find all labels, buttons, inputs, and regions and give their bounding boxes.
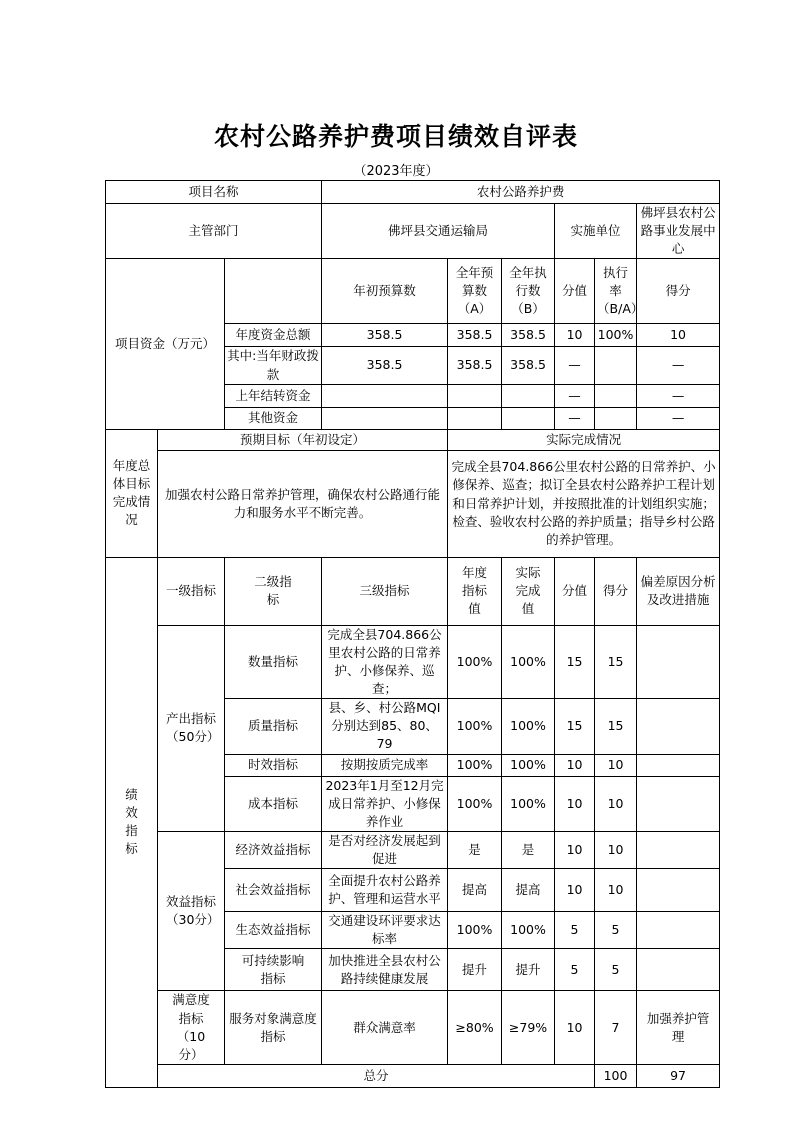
impl-value: 佛坪县农村公路事业发展中心: [637, 204, 720, 259]
funds-row-name: 其中:当年财政拨款: [225, 347, 322, 384]
perf-level2: 成本指标: [225, 776, 322, 831]
perf-actual: 100%: [502, 625, 555, 699]
perf-level3: 按期按质完成率: [322, 754, 448, 776]
goals-expected-header: 预期目标（年初设定）: [158, 429, 448, 450]
funds-header-row: [106, 259, 720, 324]
perf-score-val: 10: [555, 991, 595, 1065]
project-name-value: 农村公路养护费: [322, 181, 720, 204]
perf-level2: 时效指标: [225, 754, 322, 776]
page-title: 农村公路养护费项目绩效自评表: [213, 122, 578, 151]
funds-row-score: —: [637, 347, 720, 384]
perf-target: 100%: [448, 912, 502, 949]
funds-row-name: 其他资金: [225, 407, 322, 429]
perf-reason: [637, 912, 720, 949]
perf-header-score-val: 分值: [555, 557, 595, 625]
perf-score: 10: [595, 831, 637, 868]
perf-target: 是: [448, 831, 502, 868]
perf-level2: 数量指标: [225, 625, 322, 699]
funds-row-annual: 358.5: [448, 324, 502, 347]
perf-score-val: 5: [555, 912, 595, 949]
funds-header-score: 得分: [637, 259, 720, 324]
perf-row: [106, 991, 720, 1065]
funds-row-rate: [595, 407, 637, 429]
perf-reason: 加强养护管理: [637, 991, 720, 1065]
perf-target: 提高: [448, 869, 502, 912]
perf-header-level3: 三级指标: [322, 557, 448, 625]
perf-reason: [637, 699, 720, 754]
perf-label: 绩效指标: [106, 557, 158, 1087]
perf-score: 10: [595, 754, 637, 776]
perf-level3: 完成全县704.866公里农村公路的日常养护、小修保养、巡查；: [322, 625, 448, 699]
perf-score-val: 15: [555, 625, 595, 699]
perf-header-reason: 偏差原因分析及改进措施: [637, 557, 720, 625]
dept-value: 佛坪县交通运输局: [322, 204, 555, 259]
perf-level2: 生态效益指标: [225, 912, 322, 949]
perf-score: 15: [595, 625, 637, 699]
perf-header-level1: 一级指标: [158, 557, 225, 625]
perf-score: 7: [595, 991, 637, 1065]
funds-row-exec: [502, 407, 555, 429]
perf-row: [106, 625, 720, 699]
funds-row-score: —: [637, 407, 720, 429]
perf-level2: 质量指标: [225, 699, 322, 754]
funds-row-score-val: —: [555, 407, 595, 429]
total-row: [106, 1064, 720, 1087]
perf-target: 100%: [448, 625, 502, 699]
perf-score-val: 10: [555, 831, 595, 868]
funds-header-rate: 执行率（B/A）: [595, 259, 637, 324]
funds-row-initial: 358.5: [322, 324, 448, 347]
funds-row-exec: 358.5: [502, 347, 555, 384]
funds-row-score: 10: [637, 324, 720, 347]
perf-actual: 100%: [502, 699, 555, 754]
funds-row-rate: [595, 347, 637, 384]
perf-level1-satisfaction: 满意度指标（10分）: [158, 991, 225, 1065]
goals-header-row: [106, 429, 720, 450]
funds-row-exec: [502, 384, 555, 407]
goals-expected-text: 加强农村公路日常养护管理，确保农村公路通行能力和服务水平不断完善。: [158, 450, 448, 557]
goals-label: 年度总体目标完成情况: [106, 429, 158, 557]
perf-level3: 全面提升农村公路养护、管理和运营水平: [322, 869, 448, 912]
project-name-label: 项目名称: [106, 181, 322, 204]
perf-level2: 社会效益指标: [225, 869, 322, 912]
evaluation-table: [105, 180, 720, 1088]
perf-reason: [637, 949, 720, 991]
funds-row-exec: 358.5: [502, 324, 555, 347]
perf-level2: 经济效益指标: [225, 831, 322, 868]
perf-reason: [637, 869, 720, 912]
perf-score: 5: [595, 912, 637, 949]
funds-label: 项目资金（万元）: [106, 259, 225, 429]
perf-level3: 县、乡、村公路MQI分别达到85、80、79: [322, 699, 448, 754]
perf-actual: 是: [502, 831, 555, 868]
funds-row-rate: 100%: [595, 324, 637, 347]
perf-header-level2: 二级指标: [225, 557, 322, 625]
perf-level3: 群众满意率: [322, 991, 448, 1065]
perf-level2: 可持续影响指标: [225, 949, 322, 991]
funds-row-score-val: —: [555, 384, 595, 407]
perf-level3: 加快推进全县农村公路持续健康发展: [322, 949, 448, 991]
perf-score: 5: [595, 949, 637, 991]
perf-reason: [637, 625, 720, 699]
perf-actual: 提高: [502, 869, 555, 912]
funds-header-score-val: 分值: [555, 259, 595, 324]
funds-header-initial: 年初预算数: [322, 259, 448, 324]
total-score-val: 100: [595, 1064, 637, 1087]
perf-score-val: 5: [555, 949, 595, 991]
perf-score-val: 15: [555, 699, 595, 754]
funds-row-initial: 358.5: [322, 347, 448, 384]
perf-level3: 交通建设环评要求达标率: [322, 912, 448, 949]
perf-reason: [637, 776, 720, 831]
perf-target: 100%: [448, 699, 502, 754]
perf-level2: 服务对象满意度指标: [225, 991, 322, 1065]
perf-score-val: 10: [555, 869, 595, 912]
page-subtitle: （2023年度）: [353, 164, 439, 179]
perf-score: 10: [595, 776, 637, 831]
funds-row-score-val: —: [555, 347, 595, 384]
impl-label: 实施单位: [555, 204, 637, 259]
perf-level3: 2023年1月至12月完成日常养护、小修保养作业: [322, 776, 448, 831]
total-score: 97: [637, 1064, 720, 1087]
perf-score: 10: [595, 869, 637, 912]
perf-actual: 100%: [502, 754, 555, 776]
perf-score-val: 10: [555, 754, 595, 776]
dept-label: 主管部门: [106, 204, 322, 259]
perf-score: 15: [595, 699, 637, 754]
funds-header-blank: [225, 259, 322, 324]
perf-actual: 100%: [502, 776, 555, 831]
funds-row-name: 上年结转资金: [225, 384, 322, 407]
perf-target: ≥80%: [448, 991, 502, 1065]
dept-row: [106, 204, 720, 259]
goals-actual-text: 完成全县704.866公里农村公路的日常养护、小修保养、巡查；拟订全县农村公路养护工程计划和日常养护计划，并按照批准的计划组织实施；检查、验收农村公路的养护质量；指导乡村公路的养护管理。: [448, 450, 720, 557]
perf-target: 100%: [448, 754, 502, 776]
perf-level1-benefit: 效益指标（30分）: [158, 831, 225, 991]
funds-row-initial: [322, 384, 448, 407]
perf-header-row: [106, 557, 720, 625]
funds-row-initial: [322, 407, 448, 429]
perf-header-actual: 实际完成值: [502, 557, 555, 625]
perf-actual: 提升: [502, 949, 555, 991]
perf-row: [106, 831, 720, 868]
perf-reason: [637, 754, 720, 776]
funds-header-annual: 全年预算数（A）: [448, 259, 502, 324]
total-label: 总分: [158, 1064, 595, 1087]
perf-header-target: 年度指标值: [448, 557, 502, 625]
project-name-row: [106, 181, 720, 204]
funds-row-annual: 358.5: [448, 347, 502, 384]
perf-score-val: 10: [555, 776, 595, 831]
perf-level3: 是否对经济发展起到促进: [322, 831, 448, 868]
goals-content-row: [106, 450, 720, 557]
funds-row-score-val: 10: [555, 324, 595, 347]
perf-reason: [637, 831, 720, 868]
perf-header-score: 得分: [595, 557, 637, 625]
perf-actual: 100%: [502, 912, 555, 949]
perf-target: 提升: [448, 949, 502, 991]
funds-row-annual: [448, 407, 502, 429]
goals-actual-header: 实际完成情况: [448, 429, 720, 450]
perf-level1-output: 产出指标（50分）: [158, 625, 225, 831]
perf-target: 100%: [448, 776, 502, 831]
funds-row-rate: [595, 384, 637, 407]
funds-row-annual: [448, 384, 502, 407]
funds-header-exec: 全年执行数（B）: [502, 259, 555, 324]
funds-row-name: 年度资金总额: [225, 324, 322, 347]
perf-actual: ≥79%: [502, 991, 555, 1065]
funds-row-score: —: [637, 384, 720, 407]
